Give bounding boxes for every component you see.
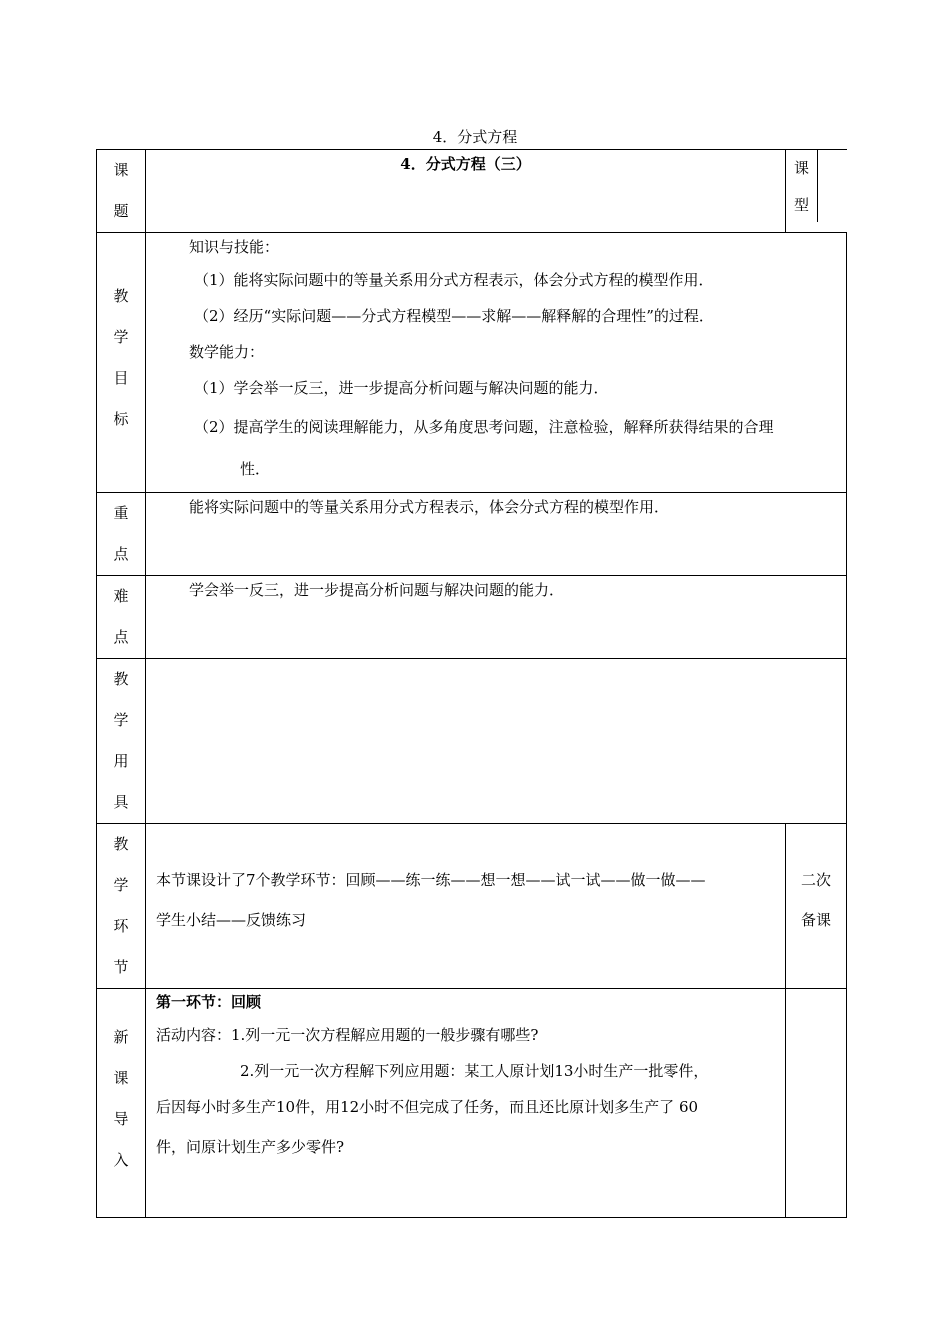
intro-label-char: 课 [113,1069,129,1087]
second-prep-label: 备课 [800,911,831,929]
objective-line: （2）提高学生的阅读理解能力，从多角度思考问题，注意检验，解释所获得结果的合理 [194,418,774,436]
type-label-char: 型 [793,196,809,214]
difficulty-text: 学会举一反三，进一步提高分析问题与解决问题的能力． [189,581,565,599]
objective-line: 性． [240,460,271,478]
objectives-row [97,233,847,493]
topic-label-char: 课 [113,161,129,179]
key-point-label [97,493,146,576]
objectives-label-char: 教 [113,287,129,305]
intro-row [97,989,847,1218]
intro-line: 2.列一元一次方程解下列应用题：某工人原计划13小时生产一批零件， [240,1062,709,1080]
intro-label-char: 入 [113,1151,129,1169]
intro-label-char: 新 [113,1028,129,1046]
difficulty-label [97,576,146,659]
key-point-text: 能将实际问题中的等量关系用分式方程表示，体会分式方程的模型作用． [189,498,670,516]
topic-label [97,150,146,233]
objective-line: 数学能力： [189,343,265,361]
topic-row [97,150,847,233]
tools-label-char: 具 [113,793,129,811]
topic-label-char: 题 [113,202,129,220]
difficulty-row [97,576,847,659]
objectives-label-char: 目 [113,369,129,387]
stages-label-char: 学 [113,876,129,894]
stages-label-char: 节 [113,958,129,976]
document-title: 4．分式方程 [432,128,518,146]
tools-label-char: 教 [113,670,129,688]
stages-label-char: 环 [113,917,129,935]
objectives-label [97,233,146,493]
difficulty-label-char: 点 [113,628,129,646]
second-prep-cell [786,824,847,989]
objective-line: 知识与技能： [189,238,280,256]
stages-label [97,824,146,989]
type-label-cell [786,150,847,233]
intro-content [146,989,786,1218]
lesson-plan-table [96,149,847,1218]
tools-label [97,659,146,824]
difficulty-label-char: 难 [113,587,129,605]
second-prep-label: 二次 [800,871,831,889]
topic-title-cell [146,150,786,233]
tools-label-char: 学 [113,711,129,729]
key-point-label-char: 重 [113,504,129,522]
stages-text: 学生小结——反馈练习 [156,911,307,929]
intro-line: 后因每小时多生产10件，用12小时不但完成了任务，而且还比原计划多生产了 60 [156,1098,699,1116]
key-point-row [97,493,847,576]
difficulty-content [146,576,847,659]
stages-label-char: 教 [113,835,129,853]
objectives-content [146,233,847,493]
stages-content [146,824,786,989]
key-point-label-char: 点 [113,545,129,563]
stages-text: 本节课设计了7个教学环节：回顾——练一练——想一想——试一试——做一做—— [156,871,706,889]
type-label-char: 课 [793,159,809,177]
objective-line: （1）能将实际问题中的等量关系用分式方程表示，体会分式方程的模型作用． [194,271,714,289]
intro-heading: 第一环节：回顾 [156,993,262,1011]
objective-line: （1）学会举一反三，进一步提高分析问题与解决问题的能力． [194,379,609,397]
intro-label-char: 导 [113,1110,129,1128]
intro-label [97,989,146,1218]
tools-content [146,659,847,824]
lesson-title: 4．分式方程（三） [400,155,531,173]
intro-line: 件，问原计划生产多少零件? [156,1138,345,1156]
objective-line: （2）经历“实际问题——分式方程模型——求解——解释解的合理性”的过程． [194,307,714,325]
tools-label-char: 用 [113,752,129,770]
intro-side-cell [786,989,847,1218]
stages-row [97,824,847,989]
key-point-content [146,493,847,576]
objectives-label-char: 学 [113,328,129,346]
objectives-label-char: 标 [113,410,129,428]
tools-row [97,659,847,824]
intro-line: 活动内容：1.列一元一次方程解应用题的一般步骤有哪些? [156,1026,539,1044]
